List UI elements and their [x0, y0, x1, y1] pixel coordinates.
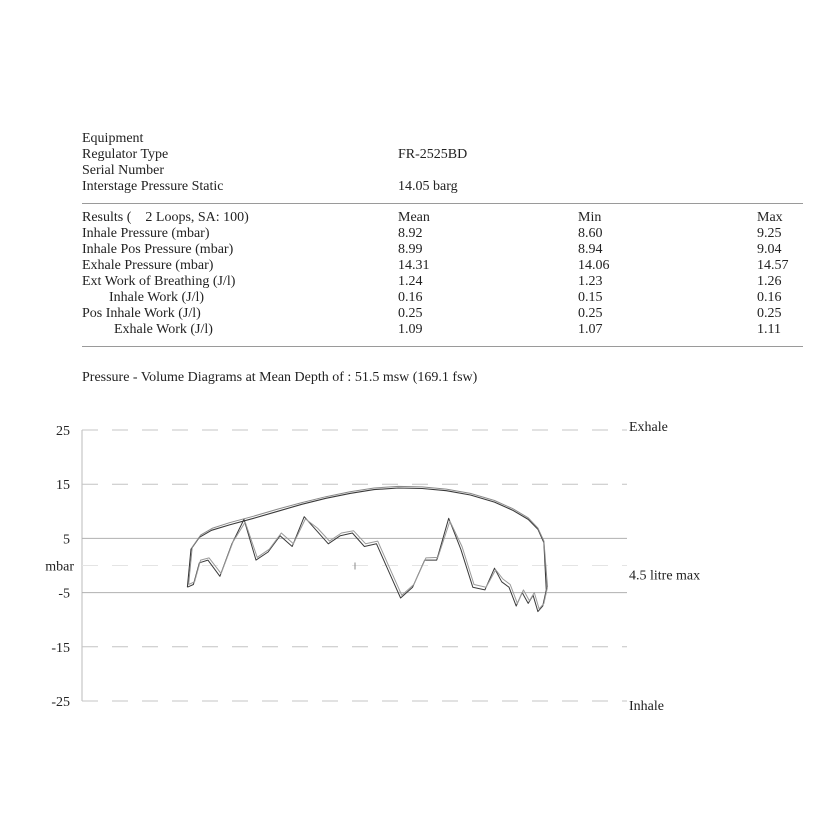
result-row-max: 1.26	[757, 274, 782, 289]
result-row-label: Inhale Pos Pressure (mbar)	[82, 242, 234, 257]
result-row-label: Pos Inhale Work (J/l)	[82, 306, 201, 321]
y-tick-label: 5	[63, 532, 70, 548]
result-row-label: Inhale Pressure (mbar)	[82, 226, 210, 241]
result-row-max: 0.16	[757, 290, 782, 305]
result-row-mean: 8.99	[398, 242, 423, 257]
result-row-min: 1.23	[578, 274, 603, 289]
series-line-exhale-loop-1	[187, 488, 546, 590]
result-row-mean: 0.16	[398, 290, 423, 305]
result-row-max: 9.04	[757, 242, 782, 257]
y-tick-label: 15	[56, 478, 70, 494]
result-row-max: 1.11	[757, 322, 781, 337]
equipment-value: FR-2525BD	[398, 147, 468, 162]
results-header-mean: Mean	[398, 210, 430, 225]
result-row-label: Ext Work of Breathing (J/l)	[82, 274, 236, 289]
result-row-label: Exhale Pressure (mbar)	[82, 258, 214, 273]
result-row-mean: 0.25	[398, 306, 423, 321]
y-tick-label: 25	[56, 424, 70, 439]
equipment-label: Serial Number	[82, 163, 165, 178]
equipment-label: Interstage Pressure Static	[82, 179, 224, 194]
result-row-min: 14.06	[578, 258, 610, 273]
result-row-mean: 1.09	[398, 322, 423, 337]
annotation-exhale: Exhale	[629, 420, 668, 435]
result-row-label: Inhale Work (J/l)	[109, 290, 205, 305]
equipment-label: Equipment	[82, 131, 144, 146]
y-axis-label: mbar	[45, 559, 74, 575]
result-row-max: 9.25	[757, 226, 782, 241]
result-row-min: 8.94	[578, 242, 603, 257]
results-header-max: Max	[757, 210, 783, 225]
result-row-min: 0.15	[578, 290, 603, 305]
annotation-volume-max: 4.5 litre max	[629, 568, 701, 584]
result-row-min: 0.25	[578, 306, 603, 321]
result-row-min: 1.07	[578, 322, 603, 337]
results-header-label: Results ( 2 Loops, SA: 100)	[82, 210, 249, 225]
result-row-mean: 1.24	[398, 274, 423, 289]
y-tick-label: -25	[51, 695, 70, 710]
y-tick-label: -15	[51, 640, 70, 656]
series-line-inhale-loop-2	[189, 519, 548, 609]
series-line-inhale-loop-1	[187, 517, 546, 612]
y-tick-label: -5	[58, 586, 70, 602]
result-row-max: 0.25	[757, 306, 782, 321]
equipment-value: 14.05 barg	[398, 179, 458, 194]
chart-heading: Pressure - Volume Diagrams at Mean Depth of : 51.5 msw (169.1 fsw)	[82, 370, 478, 385]
annotation-inhale: Inhale	[629, 699, 664, 714]
equipment-label: Regulator Type	[82, 147, 169, 162]
result-row-max: 14.57	[757, 258, 789, 273]
result-row-mean: 14.31	[398, 258, 430, 273]
result-row-min: 8.60	[578, 226, 603, 241]
result-row-mean: 8.92	[398, 226, 423, 241]
results-header-min: Min	[578, 210, 602, 225]
result-row-label: Exhale Work (J/l)	[114, 322, 213, 337]
